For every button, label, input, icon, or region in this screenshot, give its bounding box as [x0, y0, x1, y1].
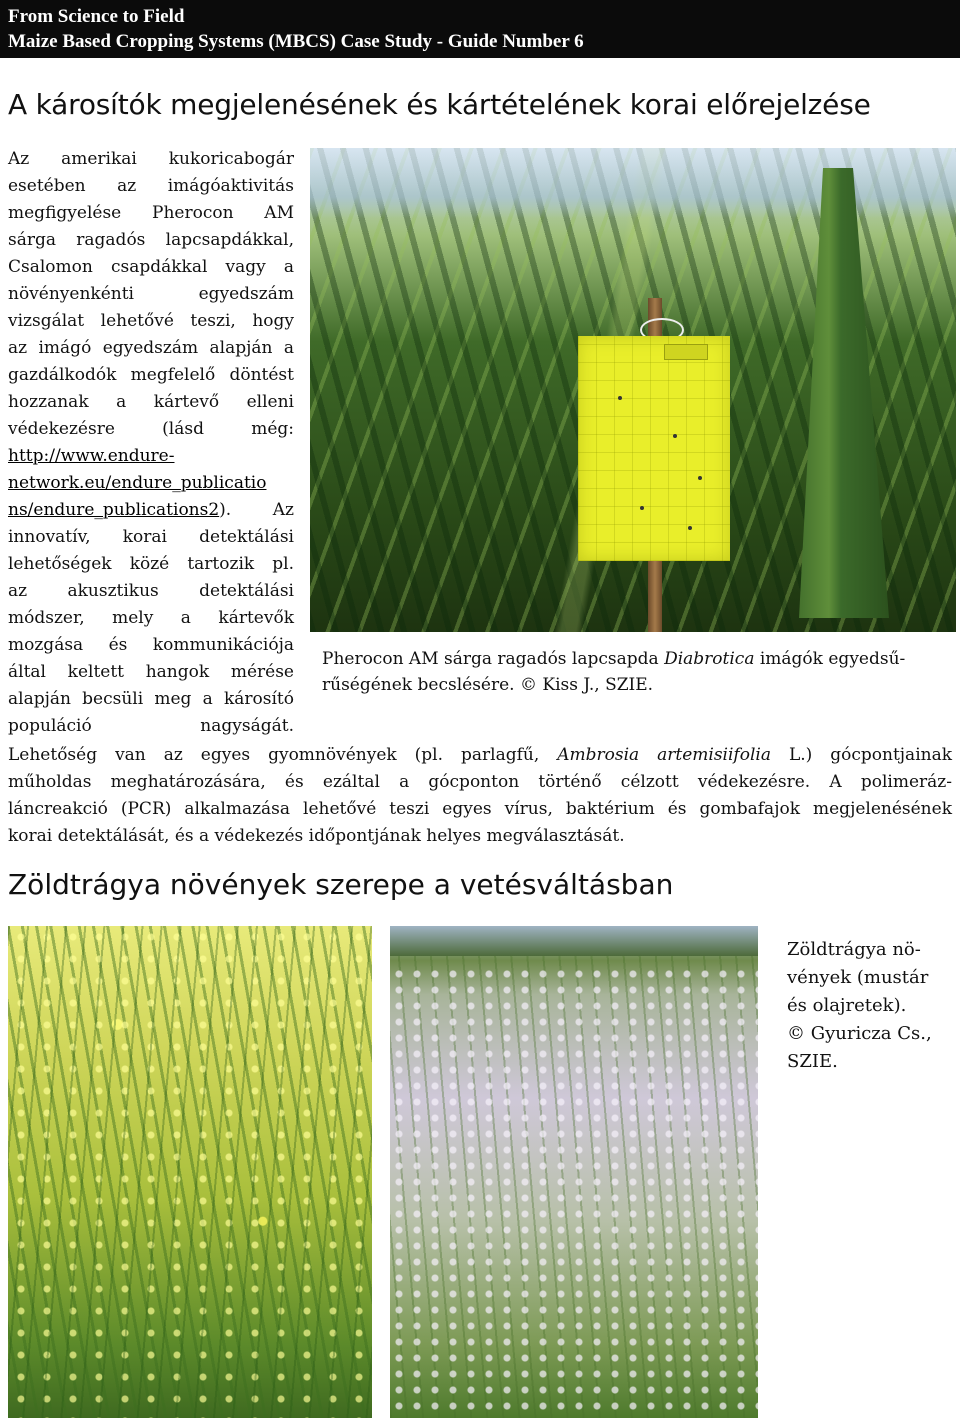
endure-link-line-end	[8, 497, 294, 524]
caption-line: rűségének becslésére. © Kiss J., SZIE.	[322, 675, 654, 695]
paragraph-line: láncreakció (PCR) alkalmazása lehetővé teszi egyes vírus, baktérium és gombafajok megjelenésének	[8, 799, 952, 819]
trap-insect	[640, 506, 644, 510]
trap-insect	[688, 526, 692, 530]
photo-yellow-sticky-trap	[578, 336, 730, 561]
endure-link[interactable]: network.eu/endure_publicatio	[8, 473, 267, 493]
paragraph-text: Lehetőség van az egyes gyomnövények (pl. parlagfű,	[8, 745, 558, 765]
column-line: növényenkénti egyedszám	[8, 284, 294, 304]
column-line: védekezésre (lásd még:	[8, 419, 294, 439]
endure-link[interactable]: http://www.endure-	[8, 446, 175, 466]
trap-insect	[618, 396, 622, 400]
section-title-early-detection: A károsítók megjelenésének és kártételének korai előrejelzése	[8, 88, 871, 121]
column-line: megfigyelése Pherocon AM	[8, 203, 294, 223]
paragraph-line: korai detektálását, és a védekezés időpontjának helyes megválasztását.	[8, 826, 625, 846]
caption-line: és olajretek).	[787, 995, 907, 1016]
trap-insect	[673, 434, 677, 438]
column-line: alapján becsüli meg a károsító	[8, 689, 294, 709]
maize-yellow-trap-photo	[310, 148, 956, 632]
column-line: esetében az imágóaktivitás	[8, 176, 294, 196]
header-series-title: From Science to Field	[8, 6, 185, 27]
mustard-photo	[8, 926, 372, 1418]
species-name: Ambrosia artemisiifolia	[557, 745, 771, 765]
paragraph-text: L.) gócpontjainak	[770, 745, 953, 765]
photo-stems	[8, 926, 372, 1418]
endure-link[interactable]: ns/endure_publications2	[8, 500, 220, 520]
column-line: mozgása és kommunikációja	[8, 635, 294, 655]
column-line: gazdálkodók megfelelő döntést	[8, 365, 294, 385]
paragraph-line: műholdas meghatározására, és ezáltal a gócponton történő célzott védekezésre. A polimeráz-	[8, 772, 952, 792]
column-line: Csalomon csapdákkal vagy a	[8, 257, 294, 277]
column-line: sárga ragadós lapcsapdákkal,	[8, 230, 294, 250]
column-line: innovatív, korai detektálási	[8, 527, 294, 547]
caption-line: © Gyuricza Cs.,	[787, 1023, 932, 1044]
green-manure-caption	[787, 936, 957, 1076]
paragraph-line	[8, 742, 952, 769]
caption-text: Pherocon AM sárga ragadós lapcsapda	[322, 649, 665, 669]
header-guide-title: Maize Based Cropping Systems (MBCS) Case Study - Guide Number 6	[8, 31, 584, 52]
trap-logo	[664, 344, 708, 360]
column-line: lehetőségek közé tartozik pl.	[8, 554, 294, 574]
column-line: módszer, mely a kártevők	[8, 608, 294, 628]
section-title-green-manure: Zöldtrágya növények szerepe a vetésváltásban	[8, 868, 674, 901]
column-line: hozzanak a kártevő elleni	[8, 392, 294, 412]
column-line: által keltett hangok mérése	[8, 662, 294, 682]
caption-line: Zöldtrágya nö-	[787, 939, 921, 960]
photo-maize-leaf	[775, 168, 895, 618]
column-line: populáció nagyságát.	[8, 716, 294, 736]
photo-white-flowers	[390, 966, 758, 1418]
maize-photo-caption	[322, 646, 952, 698]
intro-column	[8, 146, 294, 740]
trap-insect	[698, 476, 702, 480]
endure-link-line[interactable]	[8, 470, 294, 497]
caption-text: imágók egyedsű-	[754, 649, 906, 669]
photo-sky	[310, 148, 956, 218]
caption-line: vények (mustár	[787, 967, 929, 988]
oil-radish-photo	[390, 926, 758, 1418]
link-suffix: ).	[219, 500, 232, 520]
column-line: az akusztikus detektálási	[8, 581, 294, 601]
caption-line: SZIE.	[787, 1051, 838, 1072]
weed-pcr-paragraph	[8, 742, 952, 850]
caption-species: Diabrotica	[664, 649, 755, 669]
header-bar	[0, 0, 960, 58]
endure-link-line[interactable]	[8, 443, 294, 470]
column-line: az imágó egyedszám alapján a	[8, 338, 294, 358]
column-line: vizsgálat lehetővé teszi, hogy	[8, 311, 294, 331]
photo-treeline	[390, 926, 758, 956]
caption-line	[322, 646, 952, 672]
column-word: Az	[272, 500, 294, 520]
column-line: Az amerikai kukoricabogár	[8, 149, 294, 169]
